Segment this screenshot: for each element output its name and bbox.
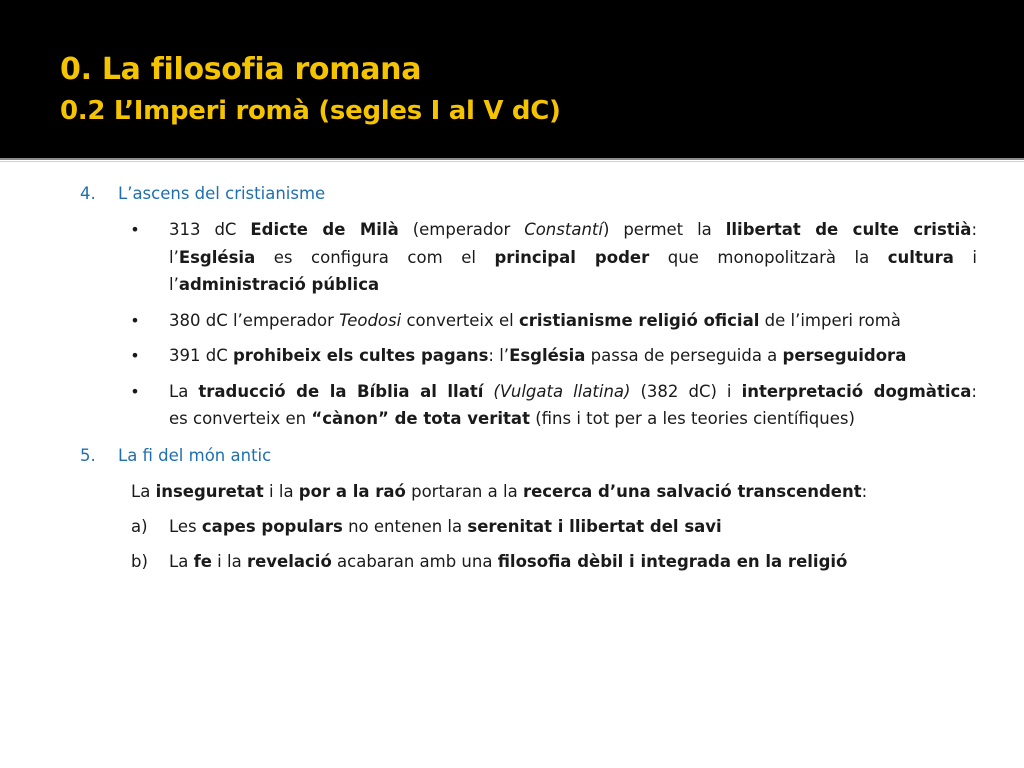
slide-title: 0. La filosofia romana [60, 52, 422, 87]
item-a-marker: a) [131, 517, 148, 536]
item-b-marker: b) [131, 552, 148, 571]
bullet-1-line-3: l’administració pública [169, 275, 380, 294]
item-a: Les capes populars no entenen la serenitat i llibertat del savi [169, 517, 722, 536]
bullet-marker: • [130, 382, 140, 401]
section-5-number: 5. [80, 446, 96, 465]
bullet-1-line-2: l’Església es configura com el principal poder que monopolitzarà la cultura i [169, 248, 977, 267]
section-5-heading: La fi del món antic [118, 446, 272, 465]
item-b: La fe i la revelació acabaran amb una filosofia dèbil i integrada en la religió [169, 552, 848, 571]
bullet-marker: • [130, 311, 140, 330]
bullet-1-line-1: 313 dC Edicte de Milà (emperador Constantí) permet la llibertat de culte cristià: [169, 220, 978, 239]
bullet-4-line-2: es converteix en “cànon” de tota veritat (fins i tot per a les teories científiques) [169, 409, 855, 428]
bullet-marker: • [130, 220, 140, 239]
section-4-number: 4. [80, 184, 96, 203]
header-divider-light [0, 161, 1024, 162]
section-4-heading: L’ascens del cristianisme [118, 184, 326, 203]
header-divider [0, 158, 1024, 160]
bullet-4-line-1: La traducció de la Bíblia al llatí (Vulgata llatina) (382 dC) i interpretació dogmàtica: [169, 382, 977, 401]
bullet-3: 391 dC prohibeix els cultes pagans: l’Església passa de perseguida a perseguidora [169, 346, 907, 365]
bullet-2: 380 dC l’emperador Teodosi converteix el cristianisme religió oficial de l’imperi romà [169, 311, 901, 330]
slide-subtitle: 0.2 L’Imperi romà (segles I al V dC) [60, 96, 561, 126]
slide-header [0, 0, 1024, 158]
bullet-marker: • [130, 346, 140, 365]
section-5-intro: La inseguretat i la por a la raó portaran a la recerca d’una salvació transcendent: [131, 482, 868, 501]
